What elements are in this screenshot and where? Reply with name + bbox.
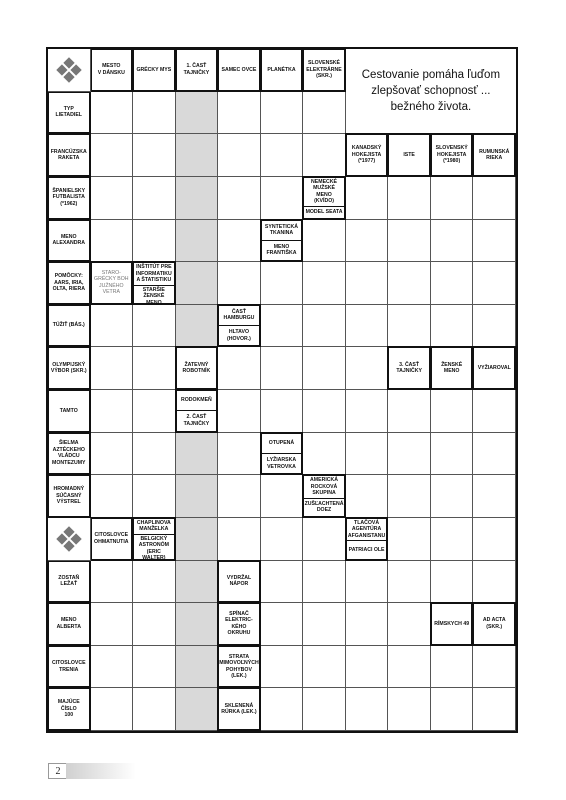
answer-cell[interactable] bbox=[133, 603, 176, 646]
clue-cell bbox=[47, 219, 91, 263]
answer-cell[interactable] bbox=[91, 134, 134, 177]
answer-cell[interactable] bbox=[346, 305, 389, 348]
answer-cell[interactable] bbox=[346, 347, 389, 390]
answer-cell[interactable] bbox=[431, 688, 474, 731]
answer-cell[interactable] bbox=[388, 688, 431, 731]
clue-cell bbox=[47, 261, 91, 305]
clue-text: STARŠIE ŽENSKÉ MENO bbox=[134, 285, 174, 308]
answer-cell[interactable] bbox=[473, 688, 516, 731]
clue-text: ŠIELMA AZTÉCKEHO VLÁDCU MONTEZUMY bbox=[52, 440, 86, 466]
clue-cell bbox=[387, 346, 431, 390]
clue-cell bbox=[472, 133, 516, 177]
answer-cell[interactable] bbox=[431, 220, 474, 263]
clue-cell bbox=[217, 687, 261, 731]
answer-cell[interactable] bbox=[176, 561, 219, 604]
clue-cell bbox=[217, 48, 261, 92]
answer-cell[interactable] bbox=[176, 262, 219, 305]
answer-cell[interactable] bbox=[261, 688, 304, 731]
answer-cell[interactable] bbox=[473, 220, 516, 263]
clue-cell bbox=[47, 346, 91, 390]
clue-cell bbox=[132, 261, 176, 305]
answer-cell[interactable] bbox=[303, 262, 346, 305]
clue-text: MESTO V DÁNSKU bbox=[97, 63, 125, 76]
answer-cell[interactable] bbox=[303, 688, 346, 731]
answer-cell[interactable] bbox=[133, 305, 176, 348]
clue-cell bbox=[47, 432, 91, 476]
clue-cell bbox=[260, 219, 304, 263]
clue-cell bbox=[47, 176, 91, 220]
answer-cell[interactable] bbox=[303, 92, 346, 135]
answer-cell[interactable] bbox=[133, 646, 176, 689]
answer-cell[interactable] bbox=[133, 92, 176, 135]
answer-cell[interactable] bbox=[261, 646, 304, 689]
answer-cell[interactable] bbox=[431, 262, 474, 305]
answer-cell[interactable] bbox=[176, 603, 219, 646]
clue-text: ISTE bbox=[403, 151, 415, 158]
answer-cell[interactable] bbox=[218, 475, 261, 518]
answer-cell[interactable] bbox=[473, 475, 516, 518]
clue-text: ČASŤ HAMBURGU bbox=[223, 308, 255, 322]
clue-text: RODOKMEŇ bbox=[180, 397, 212, 404]
answer-cell[interactable] bbox=[388, 518, 431, 561]
answer-cell[interactable] bbox=[346, 475, 389, 518]
answer-cell[interactable] bbox=[346, 177, 389, 220]
clue-text: MENO ALBERTA bbox=[56, 617, 81, 630]
answer-cell[interactable] bbox=[176, 177, 219, 220]
clue-cell bbox=[217, 602, 261, 646]
clue-cell bbox=[47, 133, 91, 177]
answer-cell[interactable] bbox=[388, 603, 431, 646]
clue-cell bbox=[302, 48, 346, 92]
puzzle-banner-text: Cestovanie pomáha ľuďom zlepšovať schopnosť ... bežného života. bbox=[346, 49, 516, 134]
answer-cell[interactable] bbox=[431, 390, 474, 433]
answer-cell[interactable] bbox=[91, 475, 134, 518]
clue-text: PLANÉTKA bbox=[267, 66, 296, 73]
clue-cell bbox=[47, 474, 91, 518]
clue-text: POMÔCKY: AARS, IRIA, OLTA, RIERA bbox=[52, 273, 85, 293]
answer-cell[interactable] bbox=[388, 305, 431, 348]
answer-cell[interactable] bbox=[133, 134, 176, 177]
answer-cell[interactable] bbox=[218, 347, 261, 390]
answer-cell[interactable] bbox=[91, 347, 134, 390]
clue-text: ZOSTAŇ LEŽAŤ bbox=[58, 574, 80, 588]
page-number: 2 bbox=[48, 763, 68, 779]
answer-cell[interactable] bbox=[176, 220, 219, 263]
answer-cell[interactable] bbox=[176, 475, 219, 518]
clue-cell bbox=[472, 602, 516, 646]
answer-cell[interactable] bbox=[218, 177, 261, 220]
clue-cell bbox=[175, 48, 219, 92]
clue-text: PATRIACI OLE bbox=[347, 540, 387, 558]
answer-cell[interactable] bbox=[303, 347, 346, 390]
answer-cell[interactable] bbox=[261, 518, 304, 561]
clue-text: TYP LIETADIEL bbox=[55, 105, 82, 119]
clue-text: SLOVENSKÝ HOKEJISTA (*1980) bbox=[435, 145, 468, 165]
answer-cell[interactable] bbox=[176, 518, 219, 561]
answer-cell[interactable] bbox=[176, 688, 219, 731]
clue-text: VYŽIAROVAL bbox=[477, 364, 511, 371]
clue-cell bbox=[217, 304, 261, 348]
answer-cell[interactable] bbox=[388, 220, 431, 263]
answer-cell[interactable] bbox=[91, 688, 134, 731]
answer-cell[interactable] bbox=[431, 518, 474, 561]
answer-cell[interactable] bbox=[261, 561, 304, 604]
answer-cell[interactable] bbox=[473, 262, 516, 305]
answer-cell[interactable] bbox=[473, 433, 516, 476]
answer-cell[interactable] bbox=[218, 390, 261, 433]
answer-cell[interactable] bbox=[91, 92, 134, 135]
clue-cell bbox=[345, 133, 389, 177]
answer-cell[interactable] bbox=[176, 305, 219, 348]
clue-text: 2. ČASŤ TAJNIČKY bbox=[177, 410, 217, 430]
clue-cell bbox=[47, 687, 91, 731]
clue-text: MENO FRANTIŠKA bbox=[262, 240, 302, 260]
answer-cell[interactable] bbox=[91, 305, 134, 348]
answer-cell[interactable] bbox=[473, 518, 516, 561]
answer-cell[interactable] bbox=[91, 220, 134, 263]
answer-cell[interactable] bbox=[91, 603, 134, 646]
clue-cell bbox=[90, 517, 134, 561]
clue-text: LYŽIARSKA VETROVKA bbox=[262, 453, 302, 473]
answer-cell[interactable] bbox=[218, 518, 261, 561]
clue-cell bbox=[345, 517, 389, 561]
clue-text: SAMEC OVCE bbox=[221, 66, 257, 73]
answer-cell[interactable] bbox=[431, 305, 474, 348]
clue-cell bbox=[90, 261, 134, 305]
answer-cell[interactable] bbox=[431, 433, 474, 476]
clue-text: STRATA MIMOVOĽNÝCH POHYBOV (LEK.) bbox=[219, 653, 259, 680]
answer-cell[interactable] bbox=[218, 134, 261, 177]
answer-cell[interactable] bbox=[218, 433, 261, 476]
clue-text: SPÍNAČ ELEKTRIC- KÉHO OKRUHU bbox=[225, 610, 253, 637]
answer-cell[interactable] bbox=[388, 475, 431, 518]
clue-cell bbox=[217, 645, 261, 689]
clue-cell bbox=[302, 176, 346, 220]
clue-cell bbox=[302, 474, 346, 518]
answer-cell[interactable] bbox=[218, 262, 261, 305]
clue-text: AMERICKÁ ROCKOVÁ SKUPINA bbox=[310, 477, 339, 497]
answer-cell[interactable] bbox=[346, 646, 389, 689]
clue-cell bbox=[47, 560, 91, 604]
answer-cell[interactable] bbox=[133, 390, 176, 433]
answer-cell[interactable] bbox=[388, 433, 431, 476]
answer-cell[interactable] bbox=[261, 347, 304, 390]
answer-cell[interactable] bbox=[133, 433, 176, 476]
clue-cell bbox=[47, 304, 91, 348]
clue-cell bbox=[47, 602, 91, 646]
clue-text: FRANCÚZSKA RAKETA bbox=[50, 148, 87, 162]
answer-cell[interactable] bbox=[133, 688, 176, 731]
clue-text: CITOSLOVCE TRENIA bbox=[51, 660, 86, 673]
answer-cell[interactable] bbox=[303, 390, 346, 433]
clue-text: ZUŠĽACHTENÁ DOEZ bbox=[304, 498, 344, 516]
answer-cell[interactable] bbox=[261, 603, 304, 646]
clue-cell bbox=[430, 133, 474, 177]
clue-text: CHAPLINOVA MANŽELKA bbox=[136, 519, 171, 533]
clue-cell bbox=[430, 346, 474, 390]
answer-cell[interactable] bbox=[431, 475, 474, 518]
answer-cell[interactable] bbox=[473, 390, 516, 433]
answer-cell[interactable] bbox=[431, 177, 474, 220]
answer-cell[interactable] bbox=[473, 561, 516, 604]
answer-cell[interactable] bbox=[346, 262, 389, 305]
crossword-grid bbox=[46, 47, 518, 733]
clue-text: 3. ČASŤ TAJNIČKY bbox=[396, 361, 422, 375]
answer-cell[interactable] bbox=[91, 433, 134, 476]
answer-cell[interactable] bbox=[303, 561, 346, 604]
clue-text: STARO- GRÉCKY BOH JUŽNÉHO VETRA bbox=[94, 269, 129, 296]
clue-text: MODEL SEATA bbox=[304, 206, 344, 218]
clue-cell bbox=[175, 346, 219, 390]
clue-cell bbox=[132, 517, 176, 561]
answer-cell[interactable] bbox=[388, 561, 431, 604]
answer-cell[interactable] bbox=[218, 92, 261, 135]
answer-cell[interactable] bbox=[133, 561, 176, 604]
clue-text: NEMECKÉ MUŽSKÉ MENO (KVÍDO) bbox=[311, 178, 337, 205]
clue-text: AD ACTA (SKR.) bbox=[482, 617, 506, 630]
clue-text: VYDRŽAL NÁPOR bbox=[226, 574, 252, 588]
clue-cell bbox=[47, 645, 91, 689]
answer-cell[interactable] bbox=[303, 518, 346, 561]
answer-cell[interactable] bbox=[473, 646, 516, 689]
clue-cell bbox=[47, 91, 91, 135]
clue-cell bbox=[217, 560, 261, 604]
answer-cell[interactable] bbox=[133, 475, 176, 518]
clue-text: HLTAVO (HOVOR.) bbox=[219, 325, 259, 345]
clue-text: SYNTETICKÁ TKANINA bbox=[264, 223, 299, 237]
clue-text: MAJÚCE ČÍSLO 100 bbox=[57, 699, 80, 719]
answer-cell[interactable] bbox=[133, 220, 176, 263]
answer-cell[interactable] bbox=[473, 177, 516, 220]
clue-cell bbox=[430, 602, 474, 646]
answer-cell[interactable] bbox=[346, 220, 389, 263]
answer-cell[interactable] bbox=[176, 92, 219, 135]
answer-cell[interactable] bbox=[261, 305, 304, 348]
clue-cell bbox=[175, 389, 219, 433]
clue-text: 1. ČASŤ TAJNIČKY bbox=[183, 63, 210, 76]
clue-cell bbox=[387, 133, 431, 177]
answer-cell[interactable] bbox=[303, 220, 346, 263]
clue-text: SLOVENSKÉ ELEKTRÁRNE (SKR.) bbox=[306, 60, 342, 80]
answer-cell[interactable] bbox=[431, 646, 474, 689]
answer-cell[interactable] bbox=[346, 688, 389, 731]
answer-cell[interactable] bbox=[388, 177, 431, 220]
answer-cell[interactable] bbox=[388, 262, 431, 305]
answer-cell[interactable] bbox=[261, 475, 304, 518]
answer-cell[interactable] bbox=[473, 305, 516, 348]
answer-cell[interactable] bbox=[303, 305, 346, 348]
clue-cell bbox=[260, 48, 304, 92]
clue-text: RÍMSKYCH 49 bbox=[434, 620, 470, 627]
clue-text: OTUPENÁ bbox=[268, 440, 295, 447]
clue-text: KANADSKÝ HOKEJISTA (*1977) bbox=[351, 145, 382, 165]
answer-cell[interactable] bbox=[346, 603, 389, 646]
clue-cell bbox=[90, 48, 134, 92]
answer-cell[interactable] bbox=[303, 134, 346, 177]
answer-cell[interactable] bbox=[346, 561, 389, 604]
clue-text: OLYMPIJSKÝ VÝBOR (SKR.) bbox=[50, 361, 87, 375]
answer-cell[interactable] bbox=[346, 433, 389, 476]
answer-cell[interactable] bbox=[261, 177, 304, 220]
diamond-logo-icon bbox=[48, 49, 91, 92]
clue-text: RUMUNSKÁ RIEKA bbox=[479, 148, 510, 162]
clue-cell bbox=[472, 346, 516, 390]
clue-text: CITOSLOVCE OHMATNUTIA bbox=[94, 532, 129, 545]
answer-cell[interactable] bbox=[431, 561, 474, 604]
answer-cell[interactable] bbox=[261, 134, 304, 177]
clue-text: TLAČOVÁ AGENTÚRA AFGANISTANU bbox=[347, 519, 386, 539]
clue-text: TÚŽIŤ (BÁS.) bbox=[52, 322, 85, 329]
answer-cell[interactable] bbox=[261, 262, 304, 305]
clue-text: GRÉCKY MYS bbox=[136, 66, 172, 73]
clue-cell bbox=[260, 432, 304, 476]
clue-text: BELGICKÝ ASTRONÓM (ERIC WALTER) bbox=[134, 534, 174, 563]
answer-cell[interactable] bbox=[261, 92, 304, 135]
answer-cell[interactable] bbox=[176, 646, 219, 689]
answer-cell[interactable] bbox=[91, 646, 134, 689]
answer-cell[interactable] bbox=[91, 390, 134, 433]
clue-text: MENO ALEXANDRA bbox=[52, 233, 86, 247]
clue-text: TAMTO bbox=[59, 407, 78, 414]
clue-text: SKLENENÁ RÚRKA (LEK.) bbox=[221, 702, 257, 716]
answer-cell[interactable] bbox=[176, 134, 219, 177]
clue-cell bbox=[47, 389, 91, 433]
answer-cell[interactable] bbox=[91, 177, 134, 220]
answer-cell[interactable] bbox=[218, 220, 261, 263]
diamond-logo-icon bbox=[48, 518, 91, 561]
answer-cell[interactable] bbox=[91, 561, 134, 604]
answer-cell[interactable] bbox=[303, 646, 346, 689]
answer-cell[interactable] bbox=[388, 646, 431, 689]
answer-cell[interactable] bbox=[133, 177, 176, 220]
clue-text: ŽENSKÉ MENO bbox=[441, 361, 463, 375]
answer-cell[interactable] bbox=[261, 390, 304, 433]
footer-gradient-bar bbox=[66, 763, 136, 779]
answer-cell[interactable] bbox=[303, 603, 346, 646]
answer-cell[interactable] bbox=[176, 433, 219, 476]
answer-cell[interactable] bbox=[346, 390, 389, 433]
clue-cell bbox=[132, 48, 176, 92]
clue-text: ŽATEVNÝ ROBOTNÍK bbox=[182, 361, 211, 375]
answer-cell[interactable] bbox=[133, 347, 176, 390]
clue-text: HROMADNÝ SÚČASNÝ VÝSTREL bbox=[53, 486, 85, 506]
clue-text: INŠTITÚT PRE INFORMATIKU A ŠTATISTIKU bbox=[135, 264, 172, 284]
clue-text: ŠPANIELSKY FUTBALISTA (*1962) bbox=[52, 187, 86, 207]
answer-cell[interactable] bbox=[388, 390, 431, 433]
answer-cell[interactable] bbox=[303, 433, 346, 476]
